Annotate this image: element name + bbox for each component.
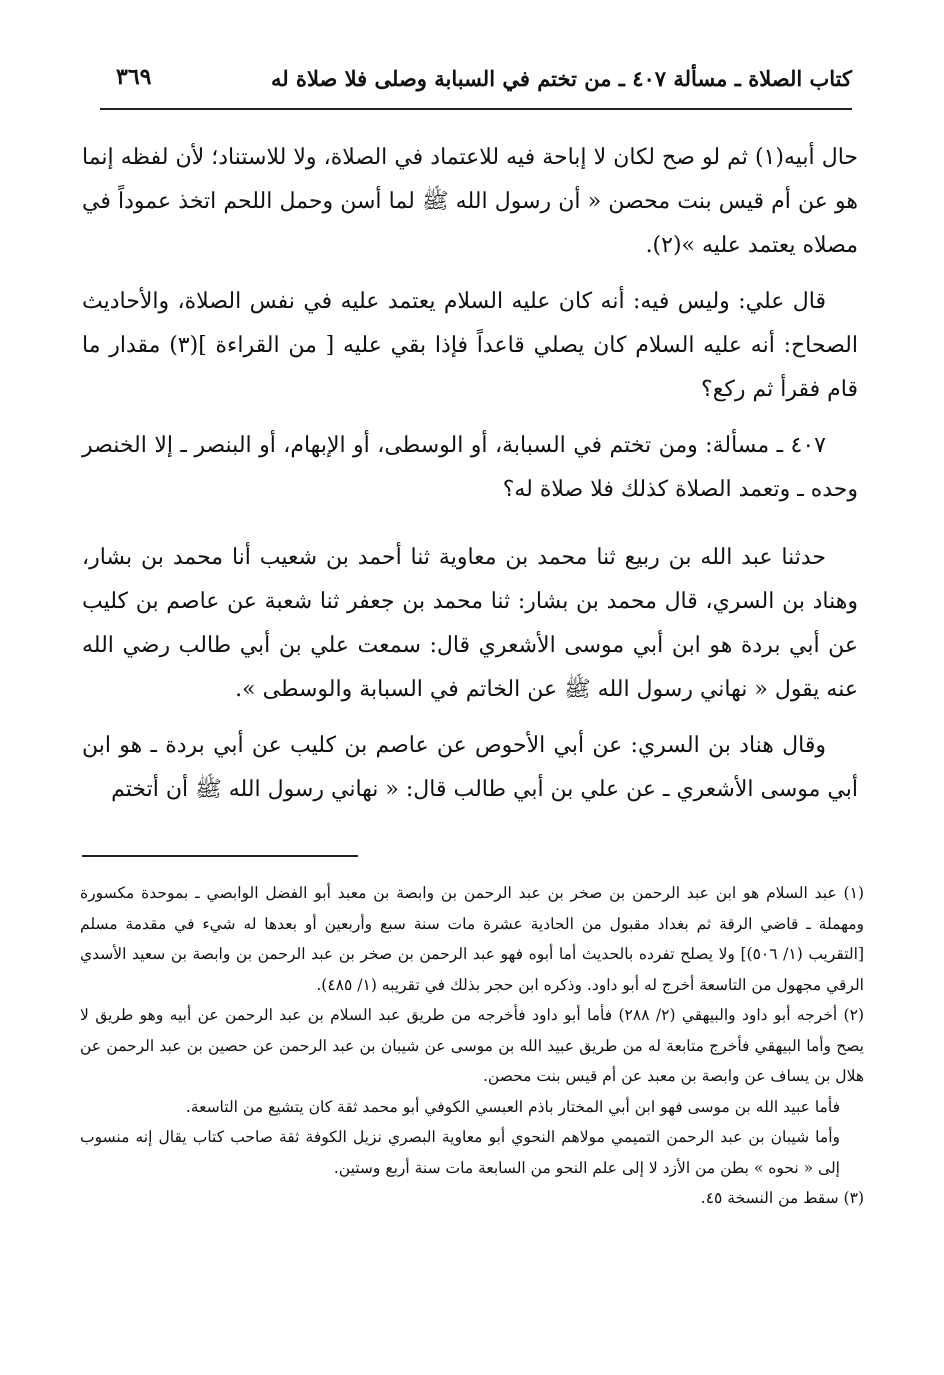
- footnote-2-sub-1: فأما عبيد الله بن موسى فهو ابن أبي المختار باذم العبسي الكوفي أبو محمد ثقة كان يتشيع من التاسعة.: [185, 1097, 840, 1116]
- running-header: [100, 60, 852, 110]
- page-number: ٣٦٩: [116, 64, 152, 90]
- main-text: [82, 136, 858, 824]
- running-title: كتاب الصلاة ـ مسألة ٤٠٧ ـ من تختم في السبابة وصلى فلا صلاة له: [270, 66, 852, 91]
- paragraph: وقال هناد بن السري: عن أبي الأحوص عن عاصم بن كليب عن أبي بردة ـ هو ابن أبي موسى الأشعري ـ عن علي بن أبي طالب قال: « نهاني رسول الله ﷺ أن أتختم: [82, 733, 858, 802]
- footnote-3: (٣) سقط من النسخة ٤٥.: [700, 1189, 864, 1207]
- footnotes: [80, 878, 864, 1214]
- paragraph: حدثنا عبد الله بن ربيع ثنا محمد بن معاوية ثنا أحمد بن شعيب أنا محمد بن بشار، وهناد بن السري، قال محمد بن بشار: ثنا محمد بن جعفر ثنا شعبة عن عاصم بن كليب عن أبي بردة هو ابن أبي موسى الأشعري قال: سمعت علي بن أبي طالب رضي الله عنه يقول « نهاني رسول الله ﷺ عن الخاتم في السبابة والوسطى ».: [82, 545, 858, 702]
- footnote-1: (١) عبد السلام هو ابن عبد الرحمن بن صخر بن عبد الرحمن بن وابصة بن معبد أبو الفضل الوابصي ـ بموحدة مكسورة ومهملة ـ قاضي الرقة ثم بغداد مقبول من الحادية عشرة مات سنة سبع وأربعين أو بعدها له شيء في مقدمة مسلم [التقريب (١/ ٥٠٦)] ولا يصلح تفرده بالحديث أما أبوه فهو عبد الرحمن بن صخر بن عبد الرحمن بن وابصة بن سعيد الأسدي الرقي مجهول من التاسعة أخرج له أبو داود. وذكره ابن حجر بذلك في تقريبه (١/ ٤٨٥).: [80, 884, 864, 994]
- footnote-2: [80, 1000, 864, 1183]
- footnote-2-main: (٢) أخرجه أبو داود والبيهقي (٢/ ٢٨٨) فأما أبو داود فأخرجه من طريق عبد السلام بن عبد الرحمن عن أبيه وهو طريق لا يصح وأما البيهقي فأخرج متابعة له من طريق عبيد الله بن موسى عن شيبان بن عبد الرحمن عن حصين بن عبد الرحمن عن هلال بن يساف عن وابصة بن معبد عن أم قيس بنت محصن.: [80, 1006, 865, 1085]
- footnote-2-sub-2: وأما شيبان بن عبد الرحمن التميمي مولاهم النحوي أبو معاوية البصري نزيل الكوفة ثقة صاحب كتاب يقال إنه منسوب إلى « نحوه » بطن من الأزد لا إلى علم النحو من السابعة مات سنة أربع وستين.: [80, 1128, 840, 1177]
- paragraph: قال علي: وليس فيه: أنه كان عليه السلام يعتمد عليه في نفس الصلاة، والأحاديث الصحاح: أنه عليه السلام كان يصلي قاعداً فإذا بقي عليه [ من القراءة ](٣) مقدار ما قام فقرأ ثم ركع؟: [82, 289, 858, 402]
- paragraph: حال أبيه(١) ثم لو صح لكان لا إباحة فيه للاعتماد في الصلاة، ولا للاستناد؛ لأن لفظه إنما هو عن أم قيس بنت محصن « أن رسول الله ﷺ لما أسن وحمل اللحم اتخذ عموداً في مصلاه يعتمد عليه »(٢).: [82, 145, 858, 258]
- issue-heading-paragraph: ٤٠٧ ـ مسألة: ومن تختم في السبابة، أو الوسطى، أو الإبهام، أو البنصر ـ إلا الخنصر وحده ـ وتعمد الصلاة كذلك فلا صلاة له؟: [82, 433, 858, 502]
- footnote-separator: [82, 855, 358, 857]
